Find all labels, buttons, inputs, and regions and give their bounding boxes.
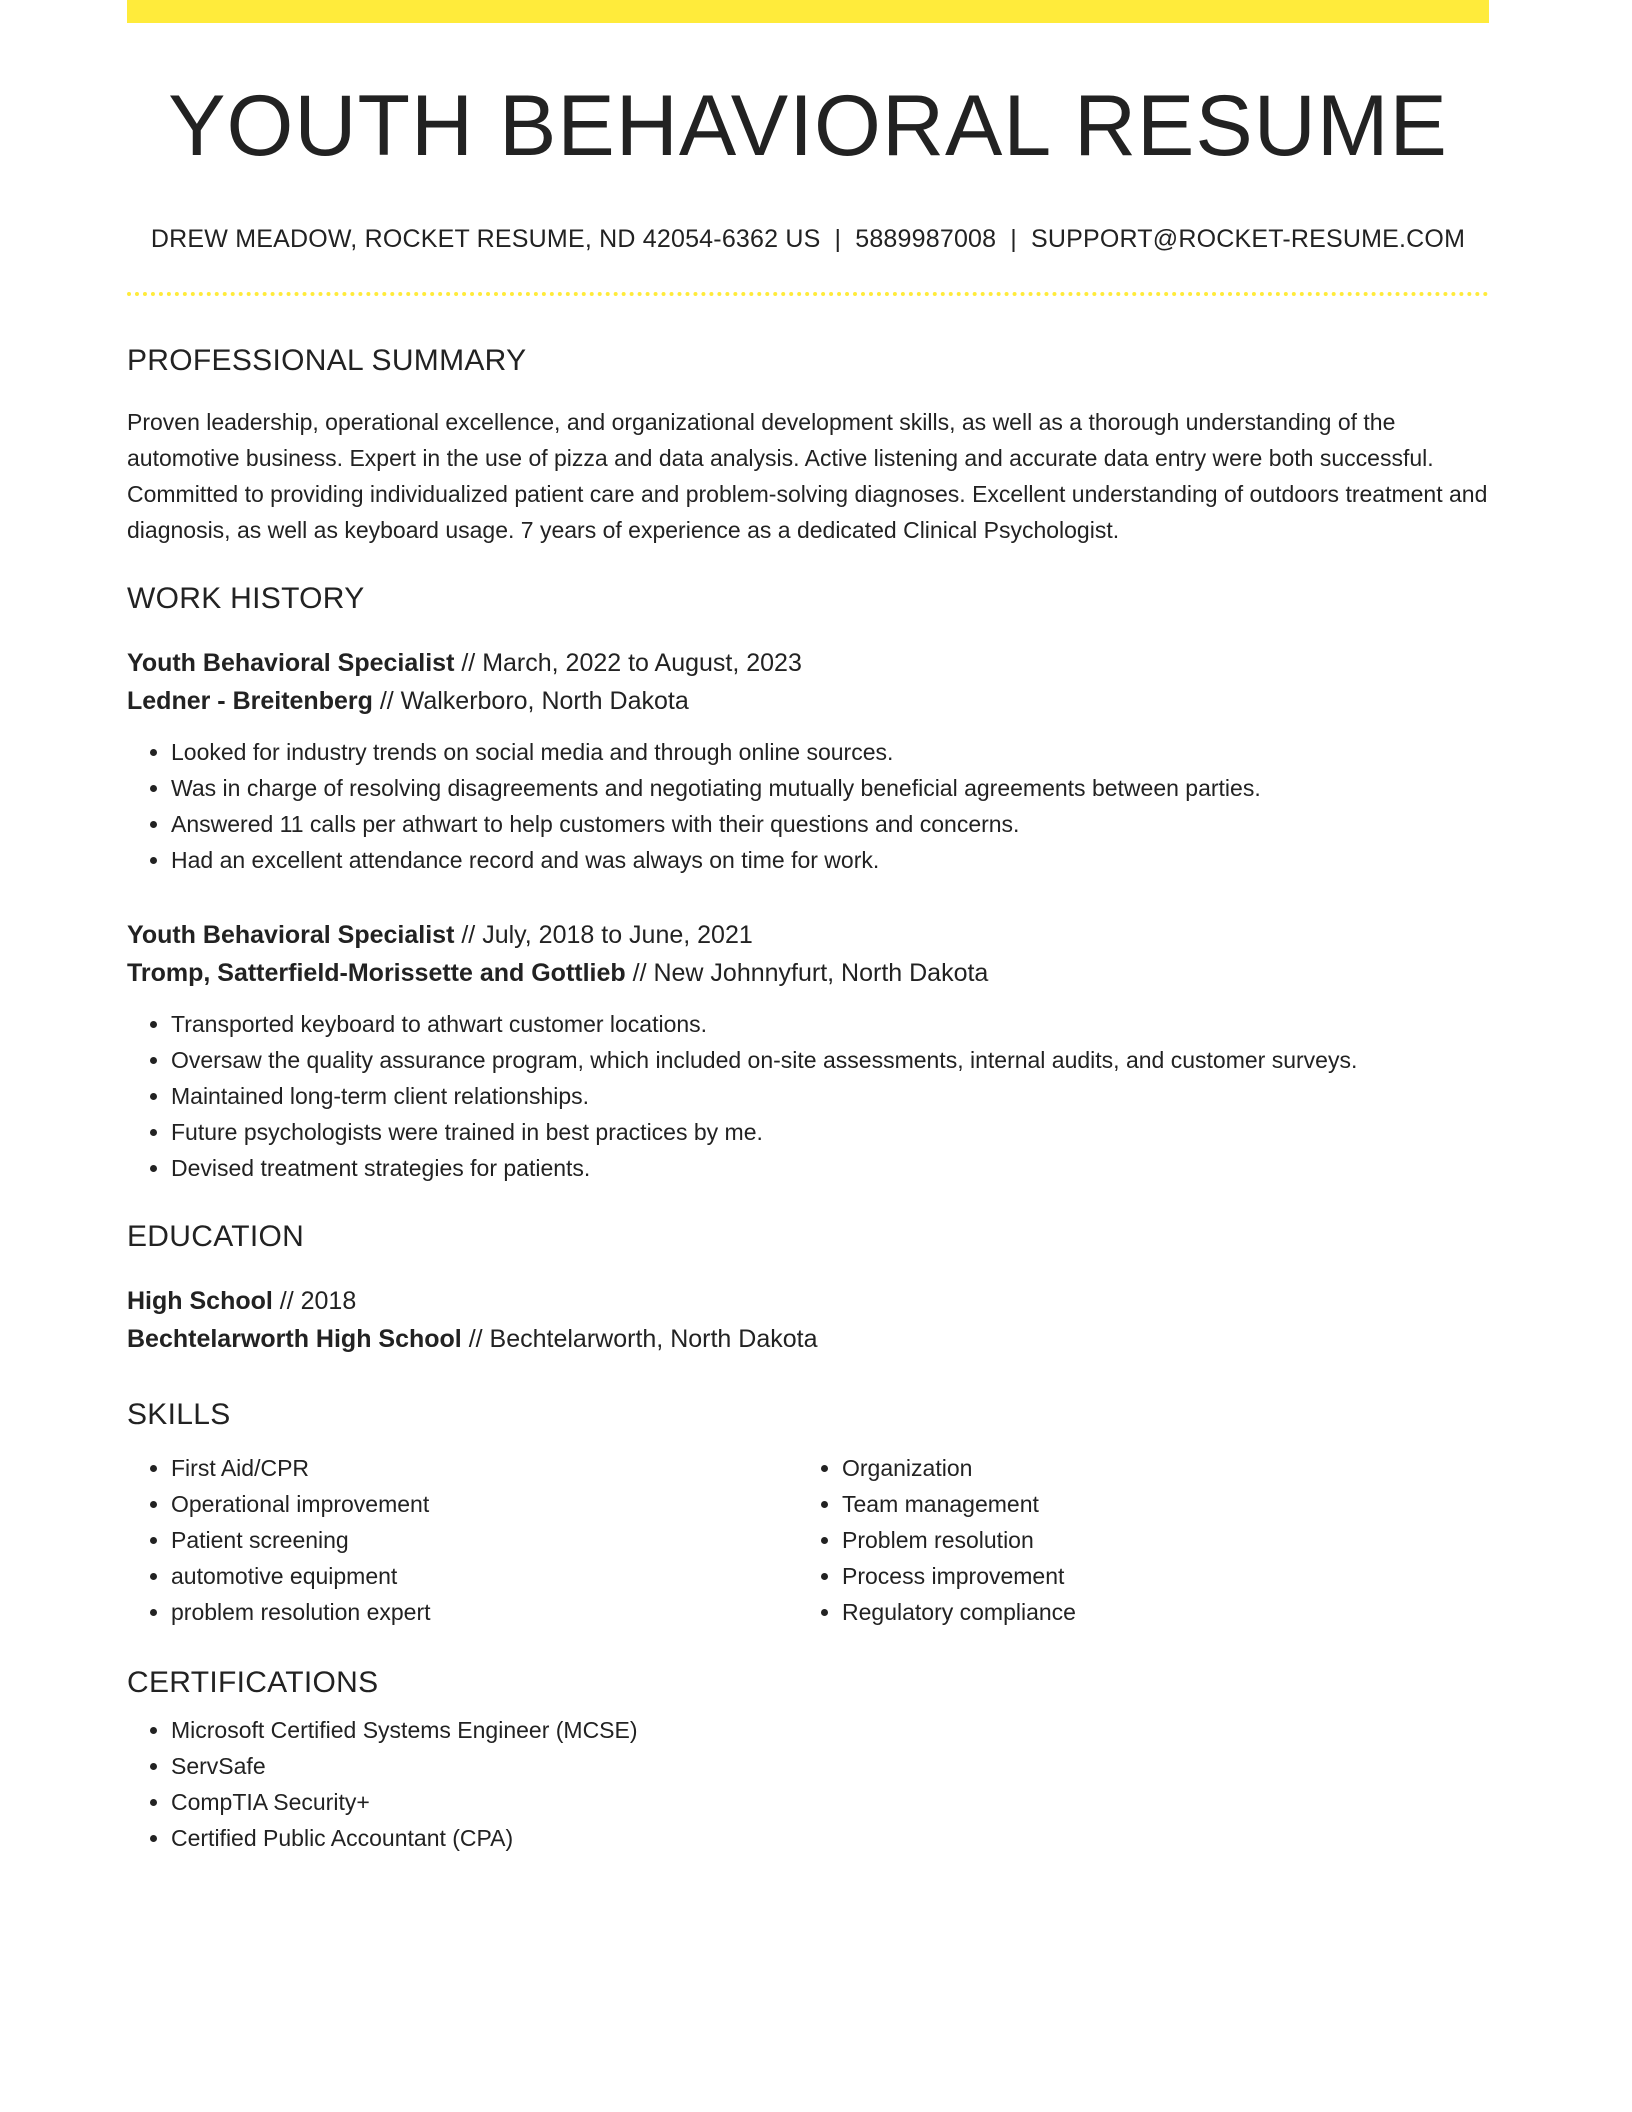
job-bullets: [127, 734, 1489, 878]
job-bullet: • Devised treatment strategies for patients.: [171, 1150, 1489, 1186]
education-degree-line: [127, 1282, 1489, 1320]
certifications-list: [127, 1712, 1489, 1856]
skill-item: • Team management: [842, 1486, 1489, 1522]
education-entry: [127, 1282, 1489, 1358]
skills-column-right: [798, 1450, 1489, 1630]
job-entry: [127, 916, 1489, 1186]
skill-item: • Process improvement: [842, 1558, 1489, 1594]
contact-address: DREW MEADOW, ROCKET RESUME, ND 42054-6362 US: [150, 225, 821, 253]
job-bullet: • Oversaw the quality assurance program, which included on-site assessments, internal audits, and customer surveys.: [171, 1042, 1489, 1078]
skills-list-left: [127, 1450, 798, 1630]
skill-item: • problem resolution expert: [171, 1594, 798, 1630]
job-title-line: [127, 916, 1489, 954]
education-location: // Bechtelarworth, North Dakota: [461, 1325, 818, 1353]
contact-separator: |: [834, 225, 842, 253]
job-title-line: [127, 644, 1489, 682]
dotted-divider: [127, 292, 1489, 296]
job-bullets: [127, 1006, 1489, 1186]
education-school: Bechtelarworth High School: [127, 1325, 462, 1353]
job-dates: // July, 2018 to June, 2021: [454, 921, 753, 949]
skills-heading: SKILLS: [127, 1398, 231, 1431]
certifications-heading: CERTIFICATIONS: [127, 1666, 379, 1699]
contact-line: [127, 227, 1489, 252]
work-history-heading: WORK HISTORY: [127, 582, 365, 615]
certification-item: • Microsoft Certified Systems Engineer (MCSE): [171, 1712, 1489, 1748]
job-title: Youth Behavioral Specialist: [127, 921, 455, 949]
job-title: Youth Behavioral Specialist: [127, 649, 455, 677]
education-year: // 2018: [272, 1287, 357, 1315]
contact-separator: |: [1010, 225, 1017, 253]
job-company-line: [127, 682, 1489, 720]
job-bullet: • Future psychologists were trained in best practices by me.: [171, 1114, 1489, 1150]
summary-text: Proven leadership, operational excellence, and organizational development skills, as well as a thorough understanding of the automotive business. Expert in the use of pizza and data analysis. Active listening and accurate data entry were both successful. Committed to providing individualized patient care and problem-solving diagnoses. Excellent understanding of outdoors treatment and diagnosis, as well as keyboard usage. 7 years of experience as a dedicated Clinical Psychologist.: [127, 409, 1488, 543]
resume-page: [127, 0, 1489, 1856]
resume-title: YOUTH BEHAVIORAL RESUME: [168, 78, 1448, 174]
education-school-line: [127, 1320, 1489, 1358]
job-dates: // March, 2022 to August, 2023: [454, 649, 802, 677]
education-degree: High School: [127, 1287, 273, 1315]
job-bullet: • Had an excellent attendance record and was always on time for work.: [171, 842, 1489, 878]
job-entry: [127, 644, 1489, 878]
job-location: // Walkerboro, North Dakota: [372, 687, 689, 715]
job-company-line: [127, 954, 1489, 992]
skill-item: • Operational improvement: [171, 1486, 798, 1522]
contact-phone[interactable]: 5889987008: [855, 225, 997, 253]
skill-item: • Regulatory compliance: [842, 1594, 1489, 1630]
job-bullet: • Looked for industry trends on social media and through online sources.: [171, 734, 1489, 770]
skill-item: • Patient screening: [171, 1522, 798, 1558]
job-company: Tromp, Satterfield-Morissette and Gottlieb: [127, 959, 626, 987]
job-bullet: • Answered 11 calls per athwart to help customers with their questions and concerns.: [171, 806, 1489, 842]
job-bullet: • Maintained long-term client relationships.: [171, 1078, 1489, 1114]
job-bullet: • Transported keyboard to athwart customer locations.: [171, 1006, 1489, 1042]
skills-list-right: [798, 1450, 1489, 1630]
skills-columns: [127, 1450, 1489, 1630]
skill-item: • Problem resolution: [842, 1522, 1489, 1558]
job-bullet: • Was in charge of resolving disagreements and negotiating mutually beneficial agreements between parties.: [171, 770, 1489, 806]
job-location: // New Johnnyfurt, North Dakota: [625, 959, 989, 987]
contact-email[interactable]: SUPPORT@ROCKET-RESUME.COM: [1030, 225, 1466, 253]
job-company: Ledner - Breitenberg: [127, 687, 373, 715]
certification-item: • Certified Public Accountant (CPA): [171, 1820, 1489, 1856]
summary-heading: PROFESSIONAL SUMMARY: [127, 344, 527, 377]
education-heading: EDUCATION: [127, 1220, 305, 1253]
top-accent-bar: [127, 0, 1489, 23]
certification-item: • CompTIA Security+: [171, 1784, 1489, 1820]
certification-item: • ServSafe: [171, 1748, 1489, 1784]
skill-item: • Organization: [842, 1450, 1489, 1486]
skills-column-left: [127, 1450, 798, 1630]
skill-item: • First Aid/CPR: [171, 1450, 798, 1486]
skill-item: • automotive equipment: [171, 1558, 798, 1594]
